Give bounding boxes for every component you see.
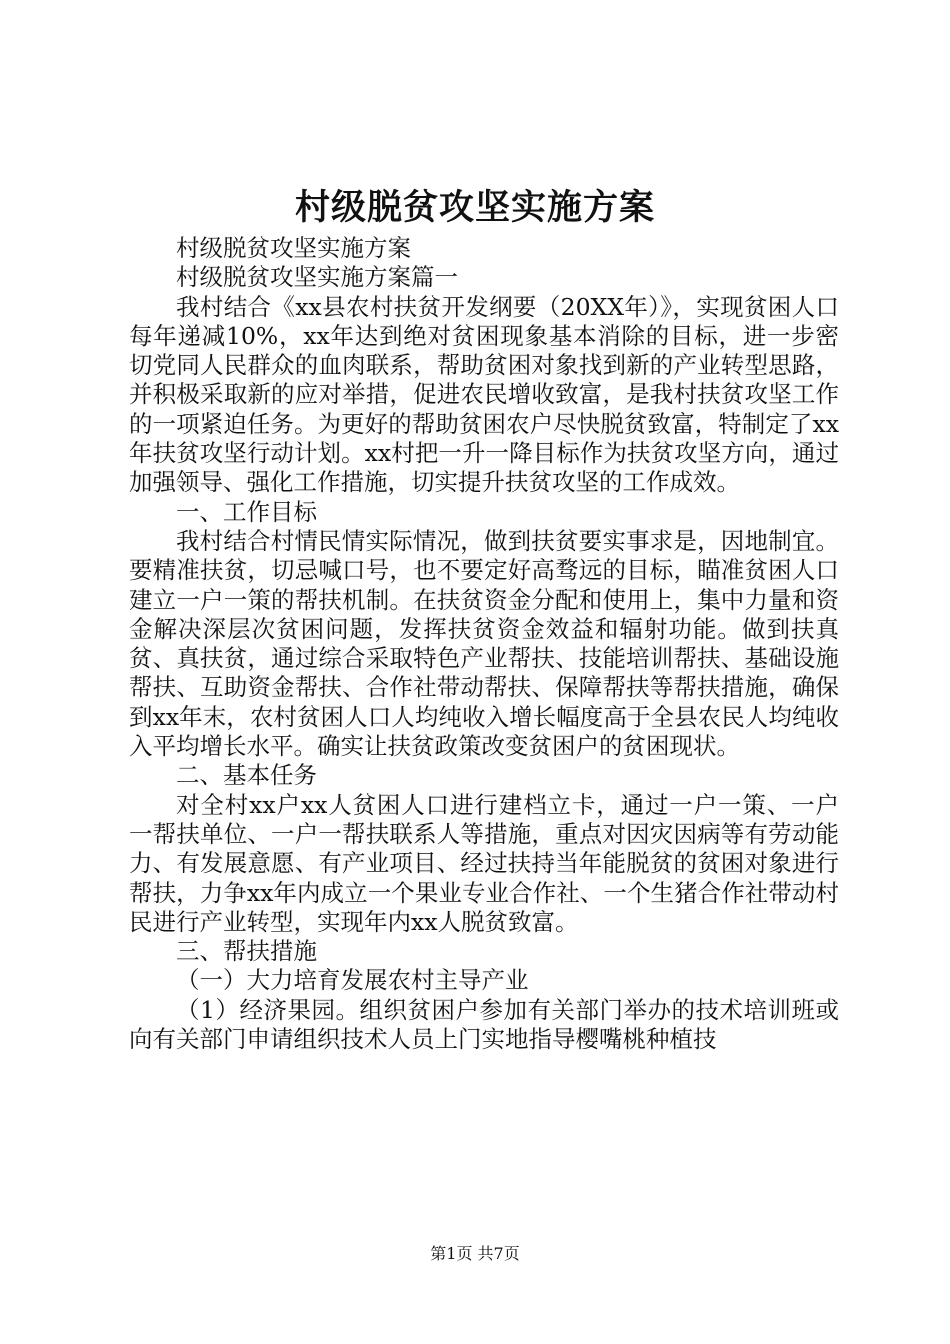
paragraph-section-label: 村级脱贫攻坚实施方案篇一 [176, 263, 458, 292]
heading-basic-tasks: 二、基本任务 [176, 761, 317, 790]
paragraph-work-goals: 我村结合村情民情实际情况，做到扶贫要实事求是，因地制宜。要精准扶贫，切忌喊口号，也不要定好高骛远的目标，瞄准贫困人口建立一户一策的帮扶机制。在扶贫资金分配和使用上，集中力量和资金解决深层次贫困问题，发挥扶贫资金效益和辐射功能。做到扶真贫、真扶贫，通过综合采取特色产业帮扶、技能培训帮扶、基础设施帮扶、互助资金帮扶、合作社带动帮扶、保障帮扶等帮扶措施，确保到xx年末，农村贫困人口人均纯收入增长幅度高于全县农民人均纯收入平均增长水平。确实让扶贫政策改变贫困户的贫困现状。 [129, 526, 839, 761]
heading-industry-development: （一）大力培育发展农村主导产业 [176, 966, 529, 995]
document-title: 村级脱贫攻坚实施方案 [294, 187, 655, 228]
page-indicator: 第1页 共7页 [430, 1244, 520, 1263]
paragraph-economic-orchard: （1）经济果园。组织贫困户参加有关部门举办的技术培训班或向有关部门申请组织技术人员上门实地指导樱嘴桃种植技 [129, 995, 839, 1054]
heading-work-goals: 一、工作目标 [176, 497, 317, 526]
paragraph-basic-tasks: 对全村xx户xx人贫困人口进行建档立卡，通过一户一策、一户一帮扶单位、一户一帮扶联系人等措施，重点对因灾因病等有劳动能力、有发展意愿、有产业项目、经过扶持当年能脱贫的贫困对象进行帮扶，力争xx年内成立一个果业专业合作社、一个生猪合作社带动村民进行产业转型，实现年内xx人脱贫致富。 [129, 790, 839, 936]
heading-assistance-measures: 三、帮扶措施 [176, 937, 317, 966]
document-body [129, 234, 839, 1054]
paragraph-intro: 我村结合《xx县农村扶贫开发纲要（20XX年）》，实现贫困人口每年递减10%，xx年达到绝对贫困现象基本消除的目标，进一步密切党同人民群众的血肉联系，帮助贫困对象找到新的产业转型思路，并积极采取新的应对举措，促进农民增收致富，是我村扶贫攻坚工作的一项紧迫任务。为更好的帮助贫困农户尽快脱贫致富，特制定了xx年扶贫攻坚行动计划。xx村把一升一降目标作为扶贫攻坚方向，通过加强领导、强化工作措施，切实提升扶贫攻坚的工作成效。 [129, 292, 839, 497]
paragraph-subtitle: 村级脱贫攻坚实施方案 [176, 234, 411, 262]
